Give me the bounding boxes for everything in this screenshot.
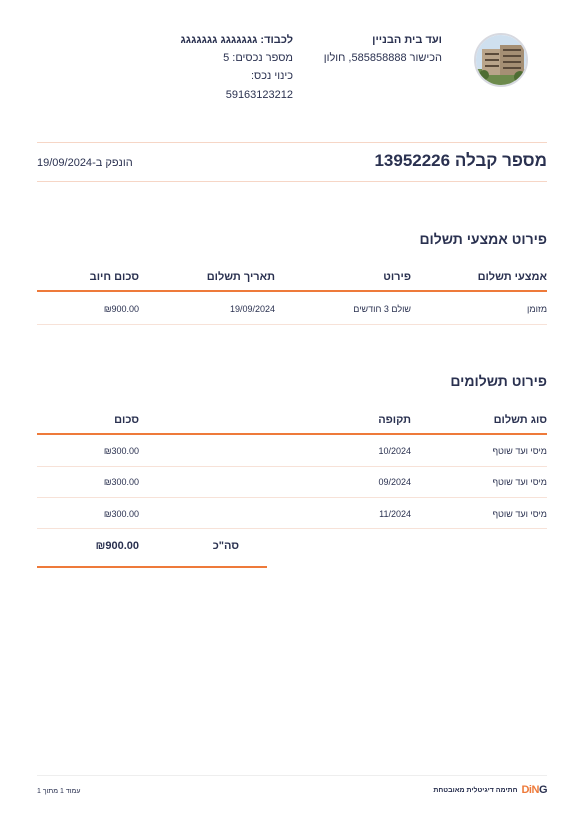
pay-header-amount: סכום xyxy=(114,414,139,426)
pay-row-3-amount: ₪300.00 xyxy=(103,509,139,519)
payment-methods-title: פירוט אמצעי תשלום xyxy=(419,231,547,247)
issued-date: הונפק ב-19/09/2024 xyxy=(37,157,133,169)
payments-title: פירוט תשלומים xyxy=(450,373,547,389)
dng-logo xyxy=(521,784,547,796)
building-logo-icon xyxy=(474,33,528,87)
org-name: ועד בית הבניין xyxy=(372,34,442,46)
dng-logo-accent: G xyxy=(538,784,547,796)
pay-row-2-type: מיסי ועד שוטף xyxy=(492,477,547,487)
header-divider-top xyxy=(37,142,547,143)
pm-header-method: אמצעי תשלום xyxy=(477,271,547,283)
pm-row-date: 19/09/2024 xyxy=(229,304,275,314)
pay-header-period: תקופה xyxy=(378,414,411,426)
recipient-name: לכבוד: גגגגגגג גגגגגגג xyxy=(180,34,293,46)
pm-row-method: מזומן xyxy=(527,304,547,314)
pay-row-3-period: 11/2024 xyxy=(379,509,411,519)
total-label: סה"כ xyxy=(212,540,239,552)
signature-note: חתימה דיגיטלית מאובטחת xyxy=(433,786,518,794)
pm-header-date: תאריך תשלום xyxy=(206,271,275,283)
header-divider-bottom xyxy=(37,181,547,182)
pay-row-divider xyxy=(37,497,547,498)
pay-row-1-period: 10/2024 xyxy=(378,446,411,456)
total-underline xyxy=(37,566,267,568)
recipient-id-number: 59163123212 xyxy=(225,89,293,101)
pay-row-2-amount: ₪300.00 xyxy=(103,477,139,487)
receipt-title: מספר קבלה 13952226 xyxy=(374,151,547,170)
pay-row-divider xyxy=(37,466,547,467)
recipient-asset-alias: כינוי נכס: xyxy=(250,70,293,82)
footer-divider xyxy=(37,775,547,776)
pm-row-divider xyxy=(37,324,547,325)
pay-header-rule xyxy=(37,433,547,435)
pm-row-details: שולם 3 חודשים xyxy=(353,304,411,314)
org-address: הכישור 585858888, חולון xyxy=(323,52,442,64)
pay-row-2-period: 09/2024 xyxy=(378,477,411,487)
pm-header-amount: סכום חיוב xyxy=(89,271,139,283)
footer-signature xyxy=(433,784,547,796)
pay-row-1-amount: ₪300.00 xyxy=(103,446,139,456)
pay-row-3-type: מיסי ועד שוטף xyxy=(492,509,547,519)
pay-row-1-type: מיסי ועד שוטף xyxy=(492,446,547,456)
pm-header-details: פירוט xyxy=(383,271,411,283)
total-value: ₪900.00 xyxy=(95,540,139,552)
pm-header-rule xyxy=(37,290,547,292)
pay-header-type: סוג תשלום xyxy=(493,414,547,426)
recipient-assets-count: מספר נכסים: 5 xyxy=(223,52,293,64)
dng-logo-main: DiN xyxy=(521,784,539,796)
pm-row-amount: ₪900.00 xyxy=(103,304,139,314)
pay-row-divider xyxy=(37,528,547,529)
page-number: עמוד 1 מתוך 1 xyxy=(37,788,81,795)
